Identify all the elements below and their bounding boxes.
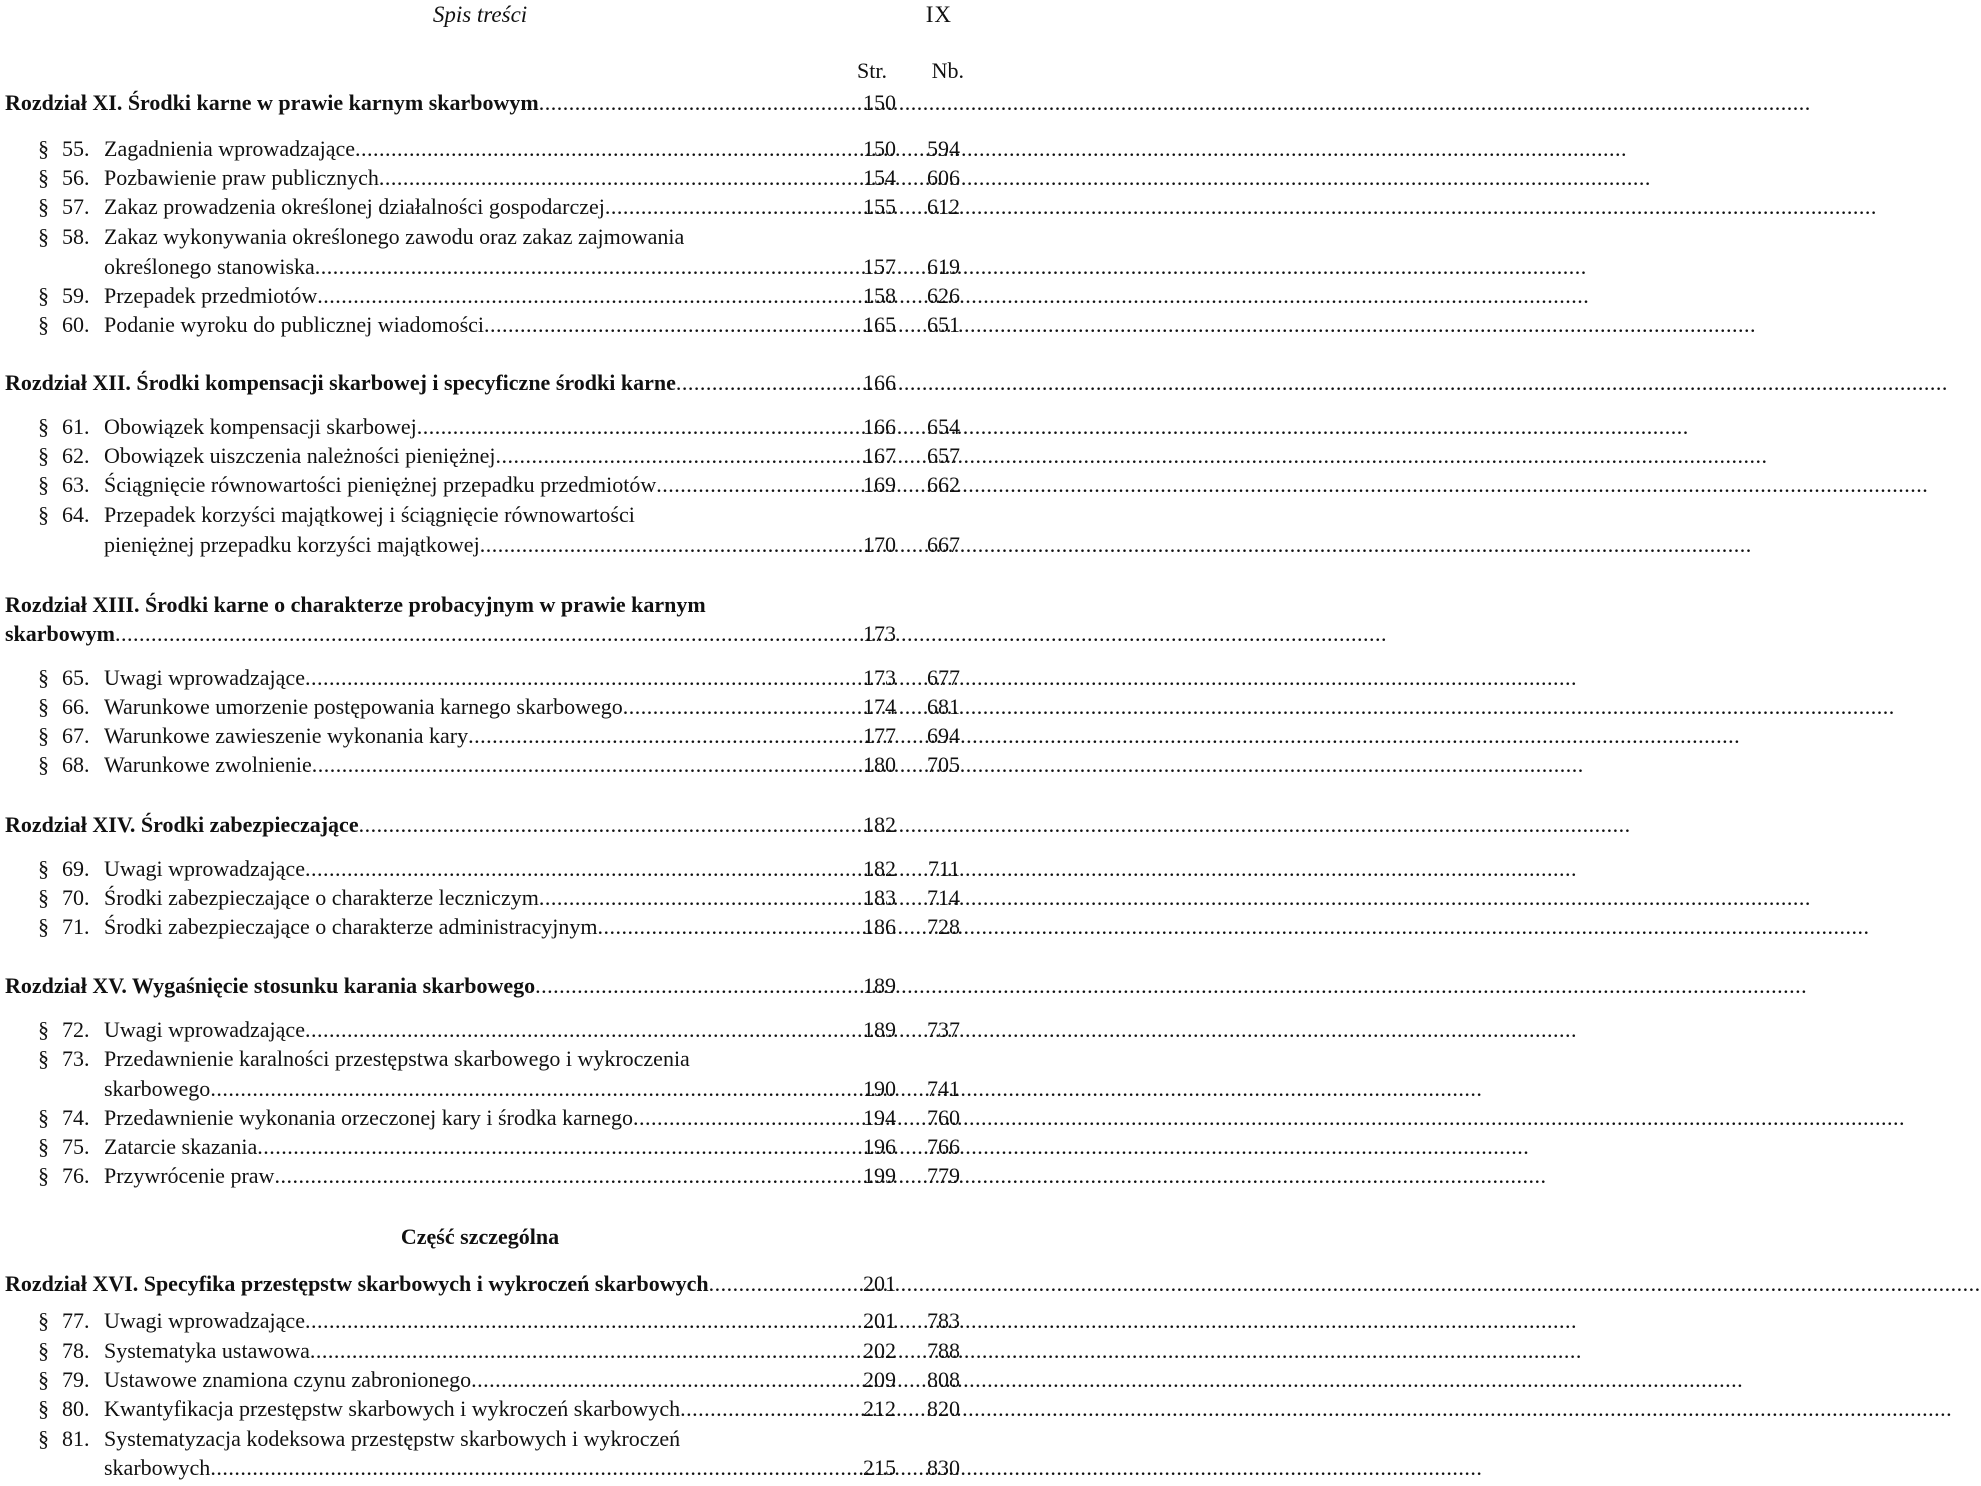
section-number: 69. [62, 856, 90, 881]
section-page: 190 [863, 1076, 896, 1101]
section-sign: § [38, 885, 49, 910]
toc-entry[interactable] [0, 1132, 960, 1162]
chapter-title: Rozdział XIV. Środki zabezpieczające [5, 812, 359, 837]
section-title: Ściągnięcie równowartości pieniężnej przepadku przedmiotów [104, 472, 657, 497]
section-number: 81. [62, 1426, 90, 1451]
chapter-page: 166 [863, 370, 896, 395]
section-title: Zatarcie skazania [104, 1134, 258, 1159]
section-sign: § [38, 1367, 49, 1392]
section-title: Przepadek przedmiotów [104, 283, 318, 308]
toc-entry[interactable] [0, 750, 960, 780]
section-title: Warunkowe umorzenie postępowania karnego skarbowego [104, 694, 623, 719]
chapter-title: Rozdział XIII. Środki karne o charakterze probacyjnym w prawie karnym [5, 592, 706, 617]
chapter-row[interactable] [0, 368, 960, 398]
dot-leader [468, 721, 1740, 751]
section-page: 215 [863, 1455, 896, 1480]
section-page: 155 [863, 194, 896, 219]
section-number: 63. [62, 472, 90, 497]
dot-leader [535, 971, 1807, 1001]
toc-entry[interactable] [0, 883, 960, 913]
section-sign: § [38, 1338, 49, 1363]
chapter-row[interactable] [0, 1269, 960, 1299]
section-page: 157 [863, 254, 896, 279]
section-number: 62. [62, 443, 90, 468]
toc-entry[interactable] [0, 1044, 960, 1074]
section-title: Warunkowe zawieszenie wykonania kary [104, 723, 469, 748]
section-page: 158 [863, 283, 896, 308]
toc-entry-continuation[interactable] [0, 1453, 960, 1483]
section-page: 166 [863, 414, 896, 439]
section-sign: § [38, 472, 49, 497]
section-margin-number: 667 [927, 532, 960, 557]
section-margin-number: 606 [927, 165, 960, 190]
toc-entry[interactable] [0, 1424, 960, 1454]
section-margin-number: 657 [927, 443, 960, 468]
dot-leader [539, 88, 1811, 118]
section-number: 80. [62, 1396, 90, 1421]
dot-leader [633, 1103, 1905, 1133]
section-number: 79. [62, 1367, 90, 1392]
toc-entry[interactable] [0, 912, 960, 942]
section-title: Środki zabezpieczające o charakterze administracyjnym [104, 914, 598, 939]
section-title: Obowiązek uiszczenia należności pieniężnej [104, 443, 496, 468]
section-number: 78. [62, 1338, 90, 1363]
section-title: Uwagi wprowadzające [104, 665, 305, 690]
dot-leader [598, 912, 1870, 942]
section-title: Przedawnienie karalności przestępstwa skarbowego i wykroczenia [104, 1046, 690, 1071]
section-number: 73. [62, 1046, 90, 1071]
section-title: Pozbawienie praw publicznych [104, 165, 379, 190]
section-title: Obowiązek kompensacji skarbowej [104, 414, 417, 439]
section-sign: § [38, 856, 49, 881]
toc-entry[interactable] [0, 470, 960, 500]
toc-entry[interactable] [0, 163, 960, 193]
section-margin-number: 651 [927, 312, 960, 337]
section-sign: § [38, 136, 49, 161]
toc-entry-continuation[interactable] [0, 1074, 960, 1104]
section-margin-number: 808 [927, 1367, 960, 1392]
toc-entry[interactable] [0, 1306, 960, 1336]
dot-leader [605, 192, 1877, 222]
section-margin-number: 594 [927, 136, 960, 161]
section-title: Podanie wyroku do publicznej wiadomości [104, 312, 485, 337]
chapter-title-continuation: skarbowym [5, 621, 116, 646]
dot-leader [656, 470, 1928, 500]
section-title: Systematyzacja kodeksowa przestępstw skarbowych i wykroczeń [104, 1426, 681, 1451]
section-page: 169 [863, 472, 896, 497]
section-margin-number: 714 [927, 885, 960, 910]
section-sign: § [38, 194, 49, 219]
toc-page [0, 0, 964, 1486]
page-number: IX [925, 2, 952, 27]
chapter-row[interactable] [0, 88, 960, 118]
part-title: Część szczególna [400, 1224, 560, 1249]
section-title: Uwagi wprowadzające [104, 856, 305, 881]
section-margin-number: 783 [927, 1308, 960, 1333]
section-title: Systematyka ustawowa [104, 1338, 310, 1363]
chapter-row-continuation[interactable] [0, 619, 960, 649]
section-sign: § [38, 165, 49, 190]
section-page: 167 [863, 443, 896, 468]
section-page: 199 [863, 1163, 896, 1188]
section-margin-number: 705 [927, 752, 960, 777]
toc-entry[interactable] [0, 1394, 960, 1424]
section-margin-number: 830 [927, 1455, 960, 1480]
section-sign: § [38, 414, 49, 439]
section-title: Zakaz wykonywania określonego zawodu oraz zakaz zajmowania [104, 224, 685, 249]
section-margin-number: 741 [927, 1076, 960, 1101]
chapter-title: Rozdział XV. Wygaśnięcie stosunku karania skarbowego [5, 973, 536, 998]
section-sign: § [38, 312, 49, 337]
column-head-page: Str. [857, 58, 887, 83]
section-page: 183 [863, 885, 896, 910]
section-page: 170 [863, 532, 896, 557]
dot-leader [480, 530, 1752, 560]
section-title: Środki zabezpieczające o charakterze leczniczym [104, 885, 539, 910]
chapter-row[interactable] [0, 590, 960, 620]
section-number: 74. [62, 1105, 90, 1130]
section-sign: § [38, 694, 49, 719]
section-title: Przepadek korzyści majątkowej i ściągnięcie równowartości [104, 502, 635, 527]
dot-leader [359, 810, 1631, 840]
section-margin-number: 612 [927, 194, 960, 219]
section-page: 154 [863, 165, 896, 190]
dot-leader [471, 1365, 1743, 1395]
toc-entry[interactable] [0, 412, 960, 442]
section-number: 65. [62, 665, 90, 690]
toc-entry[interactable] [0, 134, 960, 164]
section-title-continuation: skarbowego [104, 1076, 211, 1101]
toc-entry[interactable] [0, 310, 960, 340]
toc-entry[interactable] [0, 500, 960, 530]
toc-entry[interactable] [0, 1336, 960, 1366]
running-header-title: Spis treści [432, 2, 528, 27]
section-margin-number: 737 [927, 1017, 960, 1042]
chapter-title: Rozdział XI. Środki karne w prawie karnym skarbowym [5, 90, 539, 115]
section-margin-number: 662 [927, 472, 960, 497]
section-number: 70. [62, 885, 90, 910]
section-number: 61. [62, 414, 90, 439]
section-margin-number: 760 [927, 1105, 960, 1130]
section-number: 75. [62, 1134, 90, 1159]
chapter-row[interactable] [0, 810, 960, 840]
chapter-page: 182 [863, 812, 896, 837]
section-margin-number: 626 [927, 283, 960, 308]
section-margin-number: 677 [927, 665, 960, 690]
dot-leader [115, 619, 1387, 649]
section-number: 56. [62, 165, 90, 190]
section-title-continuation: określonego stanowiska [104, 254, 315, 279]
toc-entry[interactable] [0, 854, 960, 884]
section-page: 180 [863, 752, 896, 777]
chapter-page: 173 [863, 621, 896, 646]
section-title: Przedawnienie wykonania orzeczonej kary i środka karnego [104, 1105, 633, 1130]
toc-entry[interactable] [0, 222, 960, 252]
section-sign: § [38, 283, 49, 308]
section-number: 66. [62, 694, 90, 719]
toc-entry[interactable] [0, 281, 960, 311]
toc-entry-continuation[interactable] [0, 530, 960, 560]
section-margin-number: 779 [927, 1163, 960, 1188]
section-title-continuation: skarbowych [104, 1455, 211, 1480]
section-number: 59. [62, 283, 90, 308]
toc-entry-continuation[interactable] [0, 252, 960, 282]
section-sign: § [38, 665, 49, 690]
column-head-margin-number: Nb. [931, 58, 964, 83]
section-page: 186 [863, 914, 896, 939]
section-title-continuation: pieniężnej przepadku korzyści majątkowej [104, 532, 480, 557]
section-number: 72. [62, 1017, 90, 1042]
section-number: 64. [62, 502, 90, 527]
section-page: 174 [863, 694, 896, 719]
section-title: Uwagi wprowadzające [104, 1308, 305, 1333]
chapter-title: Rozdział XII. Środki kompensacji skarbowej i specyficzne środki karne [5, 370, 676, 395]
section-margin-number: 694 [927, 723, 960, 748]
section-margin-number: 820 [927, 1396, 960, 1421]
dot-leader [274, 1161, 1546, 1191]
chapter-title: Rozdział XVI. Specyfika przestępstw skarbowych i wykroczeń skarbowych [5, 1271, 709, 1296]
toc-entry[interactable] [0, 441, 960, 471]
section-sign: § [38, 1163, 49, 1188]
section-number: 57. [62, 194, 90, 219]
toc-entry[interactable] [0, 663, 960, 693]
chapter-page: 189 [863, 973, 896, 998]
section-sign: § [38, 1046, 49, 1071]
section-sign: § [38, 914, 49, 939]
section-page: 202 [863, 1338, 896, 1363]
section-title: Warunkowe zwolnienie [104, 752, 312, 777]
section-page: 201 [863, 1308, 896, 1333]
section-number: 67. [62, 723, 90, 748]
dot-leader [496, 441, 1768, 471]
dot-leader [379, 163, 1651, 193]
section-margin-number: 766 [927, 1134, 960, 1159]
section-number: 71. [62, 914, 90, 939]
section-title: Zagadnienia wprowadzające [104, 136, 356, 161]
dot-leader [539, 883, 1811, 913]
section-page: 189 [863, 1017, 896, 1042]
section-margin-number: 654 [927, 414, 960, 439]
section-page: 165 [863, 312, 896, 337]
section-title: Przywrócenie praw [104, 1163, 275, 1188]
chapter-page: 201 [863, 1271, 896, 1296]
section-sign: § [38, 723, 49, 748]
section-number: 76. [62, 1163, 90, 1188]
section-title: Kwantyfikacja przestępstw skarbowych i wykroczeń skarbowych [104, 1396, 681, 1421]
section-sign: § [38, 1426, 49, 1451]
section-number: 58. [62, 224, 90, 249]
section-page: 150 [863, 136, 896, 161]
toc-entry[interactable] [0, 1015, 960, 1045]
dot-leader [355, 134, 1627, 164]
section-sign: § [38, 1308, 49, 1333]
section-margin-number: 788 [927, 1338, 960, 1363]
section-margin-number: 619 [927, 254, 960, 279]
section-title: Ustawowe znamiona czynu zabronionego [104, 1367, 472, 1392]
section-number: 60. [62, 312, 90, 337]
toc-entry[interactable] [0, 721, 960, 751]
toc-entry[interactable] [0, 1103, 960, 1133]
section-page: 196 [863, 1134, 896, 1159]
section-page: 182 [863, 856, 896, 881]
section-page: 173 [863, 665, 896, 690]
dot-leader [623, 692, 1895, 722]
section-page: 177 [863, 723, 896, 748]
dot-leader [709, 1269, 1981, 1299]
section-sign: § [38, 1105, 49, 1130]
section-sign: § [38, 1396, 49, 1421]
dot-leader [417, 412, 1689, 442]
section-sign: § [38, 502, 49, 527]
section-sign: § [38, 443, 49, 468]
section-margin-number: 711 [927, 856, 960, 881]
toc-entry[interactable] [0, 692, 960, 722]
toc-entry[interactable] [0, 192, 960, 222]
section-margin-number: 681 [927, 694, 960, 719]
section-number: 55. [62, 136, 90, 161]
chapter-row[interactable] [0, 971, 960, 1001]
section-sign: § [38, 1134, 49, 1159]
section-page: 212 [863, 1396, 896, 1421]
section-sign: § [38, 224, 49, 249]
section-page: 209 [863, 1367, 896, 1392]
section-title: Uwagi wprowadzające [104, 1017, 305, 1042]
chapter-page: 150 [863, 90, 896, 115]
section-sign: § [38, 752, 49, 777]
section-sign: § [38, 1017, 49, 1042]
dot-leader [210, 1074, 1482, 1104]
dot-leader [210, 1453, 1482, 1483]
section-page: 194 [863, 1105, 896, 1130]
dot-leader [484, 310, 1756, 340]
toc-entry[interactable] [0, 1161, 960, 1191]
section-margin-number: 728 [927, 914, 960, 939]
section-title: Zakaz prowadzenia określonej działalności gospodarczej [104, 194, 605, 219]
section-number: 68. [62, 752, 90, 777]
section-number: 77. [62, 1308, 90, 1333]
toc-entry[interactable] [0, 1365, 960, 1395]
